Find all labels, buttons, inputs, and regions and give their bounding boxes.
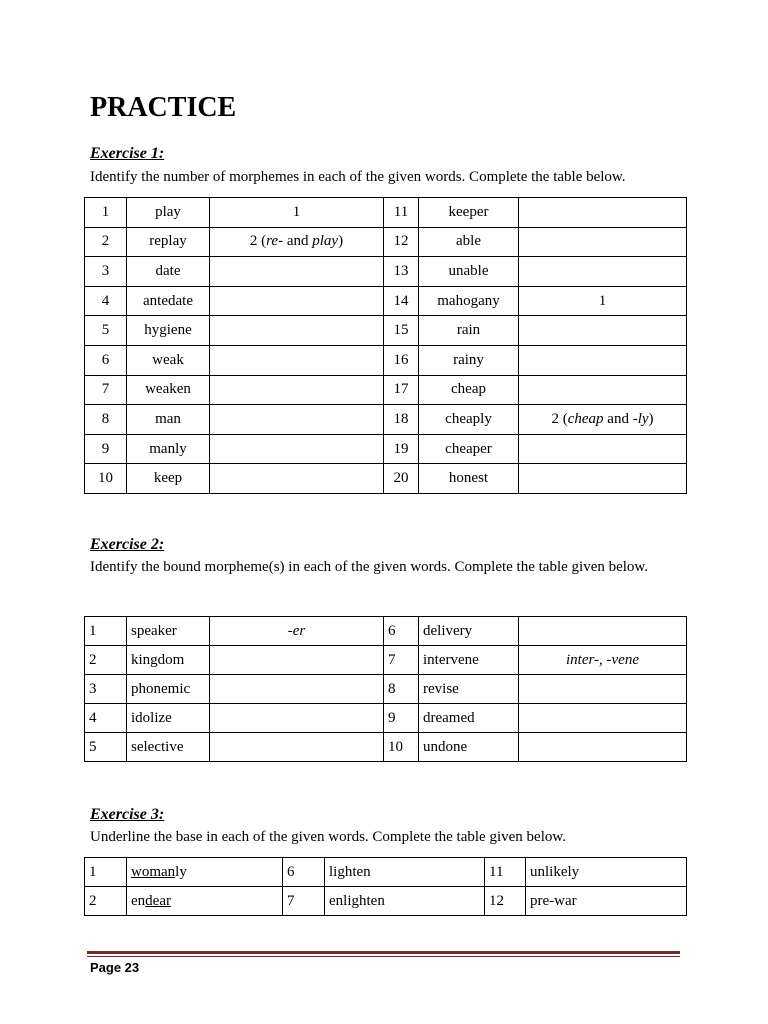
table-row (85, 405, 687, 435)
answer-morpheme: ly (637, 410, 649, 427)
item-number: 9 (85, 434, 127, 464)
answer-cell[interactable] (519, 198, 687, 228)
answer-cell[interactable] (519, 704, 687, 733)
word-cell[interactable] (127, 858, 283, 887)
item-number: 7 (384, 646, 419, 675)
word-cell[interactable]: enlighten (325, 887, 485, 916)
word-cell: phonemic (127, 675, 210, 704)
item-number: 13 (384, 257, 419, 287)
answer-cell[interactable] (519, 434, 687, 464)
word-cell: cheaper (419, 434, 519, 464)
answer-cell[interactable]: -er (210, 617, 384, 646)
answer-text: ) (648, 410, 654, 427)
exercise-3-table (84, 857, 687, 916)
table-row (85, 345, 687, 375)
word-cell[interactable] (127, 887, 283, 916)
page-title: PRACTICE (90, 92, 237, 123)
table-row (85, 646, 687, 675)
item-number: 6 (85, 345, 127, 375)
item-number: 12 (485, 887, 526, 916)
answer-morpheme: play (312, 233, 339, 250)
table-row (85, 675, 687, 704)
exercise-1-instruction: Identify the number of morphemes in each of the given words. Complete the table below. (90, 169, 626, 185)
word-cell: date (127, 257, 210, 287)
answer-morpheme: cheap (567, 410, 604, 427)
word-cell: antedate (127, 286, 210, 316)
answer-text: and - (603, 410, 638, 427)
answer-cell[interactable] (519, 405, 687, 435)
answer-text: 2 ( (249, 233, 267, 250)
item-number: 19 (384, 434, 419, 464)
answer-cell[interactable] (519, 733, 687, 762)
item-number: 2 (85, 646, 127, 675)
answer-cell[interactable] (210, 316, 384, 346)
answer-cell[interactable] (210, 733, 384, 762)
item-number: 18 (384, 405, 419, 435)
word-cell: selective (127, 733, 210, 762)
word-cell: replay (127, 227, 210, 257)
underlined-base: woman (131, 863, 176, 880)
word-cell: hygiene (127, 316, 210, 346)
exercise-2-table (84, 616, 687, 762)
item-number: 8 (384, 675, 419, 704)
word-cell: honest (419, 464, 519, 494)
answer-cell[interactable] (210, 375, 384, 405)
table-row (85, 286, 687, 316)
item-number: 2 (85, 227, 127, 257)
item-number: 1 (85, 858, 127, 887)
word-cell: weak (127, 345, 210, 375)
word-cell: delivery (419, 617, 519, 646)
table-row (85, 434, 687, 464)
table-row (85, 316, 687, 346)
item-number: 15 (384, 316, 419, 346)
word-cell: mahogany (419, 286, 519, 316)
table-row (85, 704, 687, 733)
word-cell: kingdom (127, 646, 210, 675)
exercise-1-table (84, 197, 687, 494)
word-cell: weaken (127, 375, 210, 405)
item-number: 1 (85, 617, 127, 646)
item-number: 6 (384, 617, 419, 646)
answer-cell[interactable] (519, 675, 687, 704)
item-number: 16 (384, 345, 419, 375)
word-cell: speaker (127, 617, 210, 646)
table-row (85, 257, 687, 287)
word-cell: cheap (419, 375, 519, 405)
answer-cell[interactable]: inter-, -vene (519, 646, 687, 675)
item-number: 5 (85, 316, 127, 346)
word-cell: revise (419, 675, 519, 704)
item-number: 12 (384, 227, 419, 257)
answer-cell[interactable] (210, 704, 384, 733)
answer-cell[interactable] (519, 375, 687, 405)
word-cell: manly (127, 434, 210, 464)
item-number: 10 (85, 464, 127, 494)
answer-cell[interactable] (210, 646, 384, 675)
item-number: 11 (384, 198, 419, 228)
word-cell: able (419, 227, 519, 257)
item-number: 6 (283, 858, 325, 887)
word-cell: dreamed (419, 704, 519, 733)
table-row (85, 887, 687, 916)
item-number: 10 (384, 733, 419, 762)
answer-cell[interactable] (210, 405, 384, 435)
table-row (85, 617, 687, 646)
answer-cell[interactable] (210, 464, 384, 494)
item-number: 14 (384, 286, 419, 316)
answer-cell[interactable] (210, 257, 384, 287)
table-row (85, 227, 687, 257)
word-cell: play (127, 198, 210, 228)
answer-cell[interactable] (210, 345, 384, 375)
item-number: 1 (85, 198, 127, 228)
answer-morpheme: re- (266, 233, 284, 250)
item-number: 8 (85, 405, 127, 435)
item-number: 4 (85, 286, 127, 316)
answer-text: ) (338, 233, 344, 250)
item-number: 17 (384, 375, 419, 405)
word-cell: idolize (127, 704, 210, 733)
table-row (85, 198, 687, 228)
word-cell: undone (419, 733, 519, 762)
word-cell[interactable]: pre-war (526, 887, 687, 916)
answer-cell[interactable]: 1 (519, 286, 687, 316)
word-cell: rainy (419, 345, 519, 375)
exercise-1-heading: Exercise 1: (90, 145, 165, 162)
word-cell: cheaply (419, 405, 519, 435)
table-row (85, 464, 687, 494)
footer-rule (87, 951, 680, 954)
answer-cell[interactable] (210, 434, 384, 464)
answer-cell[interactable] (519, 464, 687, 494)
answer-cell[interactable] (210, 675, 384, 704)
word-cell[interactable]: unlikely (526, 858, 687, 887)
word-cell: unable (419, 257, 519, 287)
word-cell: keeper (419, 198, 519, 228)
exercise-3-instruction: Underline the base in each of the given words. Complete the table given below. (90, 829, 566, 845)
answer-text: and (283, 233, 313, 250)
answer-cell[interactable] (519, 617, 687, 646)
exercise-2-instruction: Identify the bound morpheme(s) in each of the given words. Complete the table given below. (90, 559, 649, 575)
answer-cell[interactable]: 1 (210, 198, 384, 228)
item-number: 4 (85, 704, 127, 733)
answer-cell[interactable] (519, 227, 687, 257)
item-number: 2 (85, 887, 127, 916)
page-number: Page 23 (90, 960, 140, 975)
table-row (85, 858, 687, 887)
footer-rule-thin (87, 956, 680, 957)
item-number: 7 (85, 375, 127, 405)
answer-cell[interactable] (210, 227, 384, 257)
word-cell: man (127, 405, 210, 435)
item-number: 7 (283, 887, 325, 916)
word-cell[interactable]: lighten (325, 858, 485, 887)
answer-cell[interactable] (519, 345, 687, 375)
exercise-2-heading: Exercise 2: (90, 536, 165, 553)
table-row (85, 375, 687, 405)
word-cell: keep (127, 464, 210, 494)
table-row (85, 733, 687, 762)
item-number: 20 (384, 464, 419, 494)
word-remainder: ly (175, 863, 187, 880)
exercise-3-heading: Exercise 3: (90, 806, 165, 823)
item-number: 3 (85, 675, 127, 704)
item-number: 9 (384, 704, 419, 733)
word-prefix: en (131, 892, 146, 909)
answer-text: 2 ( (551, 410, 568, 427)
item-number: 3 (85, 257, 127, 287)
item-number: 5 (85, 733, 127, 762)
word-cell: rain (419, 316, 519, 346)
answer-cell[interactable] (519, 257, 687, 287)
item-number: 11 (485, 858, 526, 887)
answer-cell[interactable] (210, 286, 384, 316)
answer-cell[interactable] (519, 316, 687, 346)
word-cell: intervene (419, 646, 519, 675)
underlined-base: dear (145, 892, 171, 909)
